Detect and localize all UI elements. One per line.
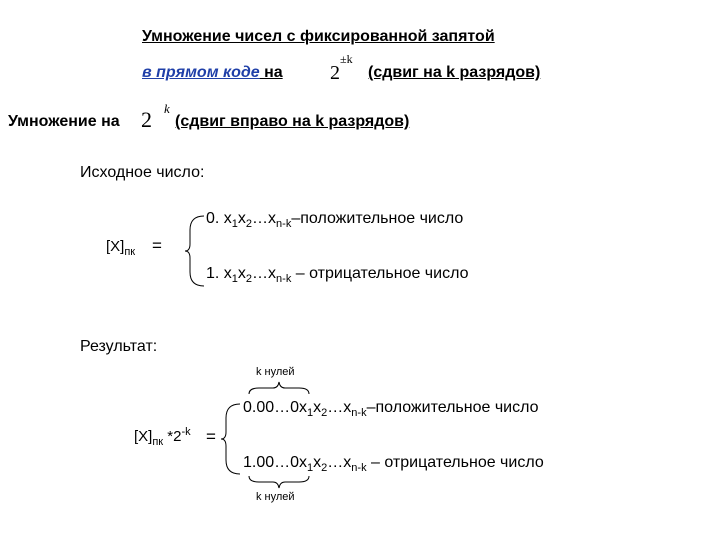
mult-tail-text: (сдвиг вправо на k разрядов) bbox=[175, 113, 410, 130]
sn-lead: 1. x bbox=[206, 265, 232, 282]
source-lhs-main: [X] bbox=[106, 238, 125, 255]
sn-sub2: 2 bbox=[245, 273, 253, 286]
mult-power bbox=[141, 107, 152, 133]
rp-tail: –положительное число bbox=[366, 399, 539, 416]
title-text: Умножение чисел с фиксированной запятой bbox=[142, 28, 495, 45]
title-italic-part: в прямом коде bbox=[142, 64, 260, 81]
result-negative bbox=[243, 454, 544, 475]
sp-x2: x bbox=[237, 210, 246, 227]
source-eq: = bbox=[152, 236, 162, 255]
source-positive bbox=[206, 210, 464, 231]
sp-sub2: 2 bbox=[245, 218, 253, 231]
result-eq: = bbox=[206, 427, 216, 446]
result-lhs-mult: *2 bbox=[163, 428, 182, 445]
sp-sub1: 1 bbox=[231, 218, 238, 231]
source-brace bbox=[184, 214, 208, 288]
sn-sub1: 1 bbox=[231, 273, 238, 286]
rn-tail: – отрицательное число bbox=[366, 454, 544, 471]
result-heading: Результат: bbox=[80, 338, 158, 355]
mult-exp: k bbox=[164, 101, 170, 116]
rn-sub1: 1 bbox=[307, 462, 314, 475]
rn-subn: n-k bbox=[351, 462, 367, 475]
title-tail bbox=[368, 64, 540, 82]
rn-x2: x bbox=[313, 454, 322, 471]
title-base: 2 bbox=[330, 62, 340, 84]
result-positive bbox=[243, 399, 539, 420]
result-top-brace bbox=[247, 380, 311, 396]
mult-label: Умножение на bbox=[8, 113, 120, 130]
rn-sub2: 2 bbox=[321, 462, 328, 475]
sn-tail: – отрицательное число bbox=[291, 265, 469, 282]
sp-dots: …x bbox=[252, 210, 277, 227]
rn-lead: 1.00…0x bbox=[243, 454, 308, 471]
sn-dots: …x bbox=[252, 265, 277, 282]
source-lhs-sub: пк bbox=[124, 246, 136, 258]
sn-x2: x bbox=[237, 265, 246, 282]
title-line2 bbox=[142, 64, 283, 82]
result-lhs-main: [X] bbox=[134, 428, 153, 445]
rp-sub2: 2 bbox=[321, 407, 328, 420]
result-top-note: k нулей bbox=[256, 366, 295, 378]
source-heading: Исходное число: bbox=[80, 164, 205, 181]
sp-tail: –положительное число bbox=[291, 210, 464, 227]
result-bottom-note: k нулей bbox=[256, 491, 295, 503]
rn-dots: …x bbox=[327, 454, 352, 471]
rp-sub1: 1 bbox=[307, 407, 314, 420]
title-power bbox=[330, 52, 353, 85]
title-na: на bbox=[259, 64, 283, 81]
rp-x2: x bbox=[313, 399, 322, 416]
rp-dots: …x bbox=[327, 399, 352, 416]
mult-base: 2 bbox=[141, 107, 152, 132]
result-bottom-brace bbox=[247, 474, 311, 490]
result-lhs-exp: -k bbox=[181, 426, 191, 438]
rp-subn: n-k bbox=[351, 407, 367, 420]
sp-subn: n-k bbox=[276, 218, 292, 231]
result-lhs bbox=[134, 426, 191, 448]
source-lhs bbox=[106, 238, 136, 258]
result-lhs-sub: пк bbox=[152, 436, 164, 448]
mult-tail bbox=[175, 113, 409, 131]
title-line1 bbox=[142, 28, 495, 46]
sn-subn: n-k bbox=[276, 273, 292, 286]
source-negative bbox=[206, 265, 469, 286]
sp-lead: 0. x bbox=[206, 210, 232, 227]
rp-lead: 0.00…0x bbox=[243, 399, 308, 416]
result-brace bbox=[220, 402, 244, 476]
title-tail-text: (сдвиг на k разрядов) bbox=[368, 64, 541, 81]
title-exp: ±k bbox=[340, 52, 353, 67]
